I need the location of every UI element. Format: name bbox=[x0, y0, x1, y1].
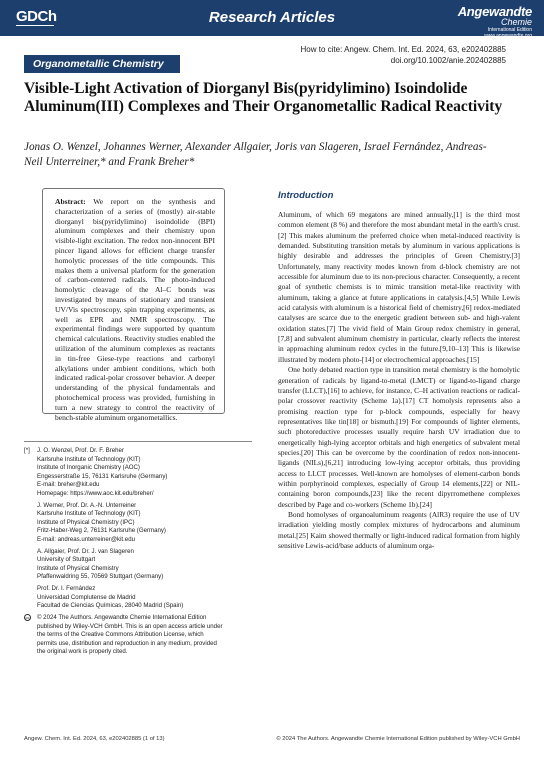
cc-license-icon bbox=[24, 614, 37, 657]
abstract-box bbox=[42, 188, 225, 422]
affiliation-marker: [*] bbox=[24, 447, 30, 454]
affiliation-line: Universidad Complutense de Madrid bbox=[37, 593, 136, 601]
affiliation-line: University of Stuttgart bbox=[37, 556, 96, 563]
affiliation-marker bbox=[24, 585, 37, 611]
affiliation-line: Karlsruhe Institute of Technology (KIT) bbox=[37, 510, 141, 517]
abstract-text bbox=[55, 197, 215, 422]
affiliation-line: Institute of Physical Chemistry bbox=[37, 564, 119, 572]
affiliation-line: Institute of Inorganic Chemistry (AOC) bbox=[37, 464, 140, 471]
doi-link[interactable]: doi.org/10.1002/anie.202402885 bbox=[390, 56, 506, 65]
affiliation-entry bbox=[24, 502, 252, 545]
how-to-cite: How to cite: Angew. Chem. Int. Ed. 2024, 63, e202402885 bbox=[300, 45, 506, 54]
affiliation-line: Institute of Physical Chemistry (IPC) bbox=[37, 518, 135, 526]
affiliation-entry bbox=[24, 548, 252, 582]
affiliation-line: Karlsruhe Institute of Technology (KIT) bbox=[37, 455, 141, 463]
license-line: permits use, distribution and reproduction in any medium, provided bbox=[37, 639, 217, 647]
affiliation-line: Prof. Dr. I. Fernández bbox=[37, 585, 96, 592]
license-line: the original work is properly cited. bbox=[37, 648, 128, 655]
license-line: published by Wiley-VCH GmbH. This is an open access article under bbox=[37, 622, 223, 630]
affiliation-marker bbox=[24, 502, 37, 545]
publisher-name: GDCh bbox=[16, 8, 57, 25]
journal-name: Angewandte bbox=[457, 4, 532, 19]
affiliation-line: Pfaffenwaldring 55, 70569 Stuttgart (Germany) bbox=[37, 573, 164, 580]
license-line: © 2024 The Authors. Angewandte Chemie International Edition bbox=[37, 614, 207, 621]
journal-subname: Chemie bbox=[500, 17, 532, 27]
affiliation-entry bbox=[24, 585, 252, 611]
affiliation-line: Facultad de Ciencias Químicas, 28040 Madrid (Spain) bbox=[37, 602, 184, 609]
affiliation-marker bbox=[24, 548, 37, 582]
journal-header-bar bbox=[0, 0, 544, 39]
journal-edition: International Edition bbox=[487, 27, 532, 33]
license-line: the terms of the Creative Commons Attribution License, which bbox=[37, 631, 204, 638]
introduction-heading: Introduction bbox=[278, 190, 334, 201]
affiliation-line: J. Werner, Prof. Dr. A.-N. Unterreiner bbox=[37, 501, 137, 509]
license-entry bbox=[24, 614, 252, 657]
journal-logo bbox=[458, 4, 532, 39]
body-paragraph: Bond homolyses of organoaluminum reagents (AlR3) require the use of UV irradiation yielding mostly complex mixtures of hydrocarbons and aluminum metal.[25] Kaim showed thermally or light-induced radical formation from highly sensitive Lewis-acid/base adducts of aluminum orga- bbox=[278, 509, 520, 550]
article-category: Organometallic Chemistry bbox=[24, 55, 180, 73]
footer-citation: Angew. Chem. Int. Ed. 2024, 63, e202402885 (1 of 13) bbox=[24, 736, 165, 742]
affiliation-line: Engesserstraße 15, 76131 Karlsruhe (Germany) bbox=[37, 472, 168, 480]
affiliation-line: A. Allgaier, Prof. Dr. J. van Slageren bbox=[37, 547, 134, 555]
affiliation-line: J. O. Wenzel, Prof. Dr. F. Breher bbox=[37, 447, 124, 454]
affiliation-homepage[interactable]: Homepage: https://www.aoc.kit.edu/breher/ bbox=[37, 489, 154, 497]
body-paragraph: Aluminum, of which 69 megatons are mined annually,[1] is the third most common element (8 %) and therefore the most abundant metal in the earth's crust.[2] This makes aluminum the preferred choice when metal-induced reactivity is demanded. Substituting transition metals by aluminum in various applications is highly desirable and addresses the principles of Green Chemistry.[3] Unfortunately, many reactivity modes known from d-block chemistry are not accessible for aluminum due to its non-precious character. Consequently, a recent goal of synthetic chemists is to mimic transition metal-like reactivity with aluminum, taking a glance at future applications in catalysis.[4,5] While Lewis acid catalysis with aluminum is a historical field of chemistry,[6] redox-mediated catalyses are scarce due to the energetic gradient between sub- and high-valent oxidation states.[7] The vivid field of Main Group redox chemistry in general,[7,8] and subvalent aluminum chemistry in particular, clearly reflects the interest in approaching aluminum redox cycles in the future.[9,10–13] This is likewise illustrated by modern photo-[14] or electrochemical approaches.[15] bbox=[278, 210, 520, 364]
affiliation-email[interactable]: E-mail: breher@kit.edu bbox=[37, 481, 100, 488]
body-paragraph: One hotly debated reaction type in transition metal chemistry is the homolytic generation of radicals by ligand-to-metal (LMCT) or ligand-to-ligand charge transfer (LLCT),[16] to achieve, for instance, C–H activation reactions or radical-polar crossover reactivity (Scheme 1a).[17] CT homolysis represents also a promising reaction type for p-block compounds, especially for heavy representatives like tin[18] or bismuth.[19] For compounds of lighter elements, such photoreductive processes usually require harsh UV irradiation due to energetically high-lying acceptor orbitals and high energetics of subvalent metal species.[20] This can be overcome by the coordination of redox non-innocent-ligands (NILs),[6,21] introducing low-lying acceptor orbitals, thus providing access to LLCT processes. Well-known are homolyses of element-carbon bonds within porphyrinoid complexes, especially of Group 14 elements,[22] or NIL-containing boron compounds,[23] like the recent dipyrromethene complexes described by Page and co-workers (Scheme 1b).[24] bbox=[278, 365, 520, 509]
affiliation-email[interactable]: E-mail: andreas.unterreiner@kit.edu bbox=[37, 535, 135, 543]
cc-icon-glyph: cc bbox=[25, 615, 30, 620]
affiliations bbox=[24, 447, 252, 660]
affiliation-line: Fritz-Haber-Weg 2, 76131 Karlsruhe (Germany) bbox=[37, 527, 166, 534]
introduction-body bbox=[278, 210, 520, 551]
affiliation-divider bbox=[24, 441, 252, 442]
abstract-label: Abstract: bbox=[55, 197, 86, 206]
section-title: Research Articles bbox=[208, 9, 336, 26]
author-list: Jonas O. Wenzel, Johannes Werner, Alexander Allgaier, Joris van Slageren, Israel Fernández, Andreas-Neil Unterreiner,* and Frank Breher* bbox=[24, 141, 487, 168]
footer-copyright: © 2024 The Authors. Angewandte Chemie International Edition published by Wiley-VCH GmbH bbox=[276, 736, 520, 742]
article-title: Visible-Light Activation of Diorganyl Bis(pyridylimino) Isoindolide Aluminum(III) Complexes and Their Organometallic Radical Reactivity bbox=[24, 80, 503, 115]
citation-block bbox=[301, 44, 506, 66]
affiliation-entry bbox=[24, 447, 252, 498]
journal-url[interactable]: www.angewandte.org bbox=[484, 33, 532, 39]
abstract-body: We report on the synthesis and characterization of a series of (mostly) air-stable diorganyl bis(pyridylimino) isoindolide (BPI) aluminum complexes and their chemistry upon visible-light excitation. The redox non-innocent BPI pincer ligand allows for efficient charge transfer homolytic processes of the title compounds. This makes them a universal platform for the generation of carbon-centered radicals. The photo-induced homolytic cleavage of the Al–C bonds was investigated by means of stationary and transient UV/Vis spectroscopy, spin trapping experiments, as well as EPR and NMR spectroscopy. The experimental findings were supported by quantum chemical calculations. Reactivity studies enabled the utilization of the aluminum complexes as reactants in tin-free Giese-type reactions and carbonyl alkylations under ambient conditions, which both indicated radical-polar crossover behavior. A deeper understanding of the physical fundamentals and photochemical process was provided, furnishing in turn a new strategy to control the reactivity of bench-stable aluminum organometallics. bbox=[55, 197, 215, 422]
